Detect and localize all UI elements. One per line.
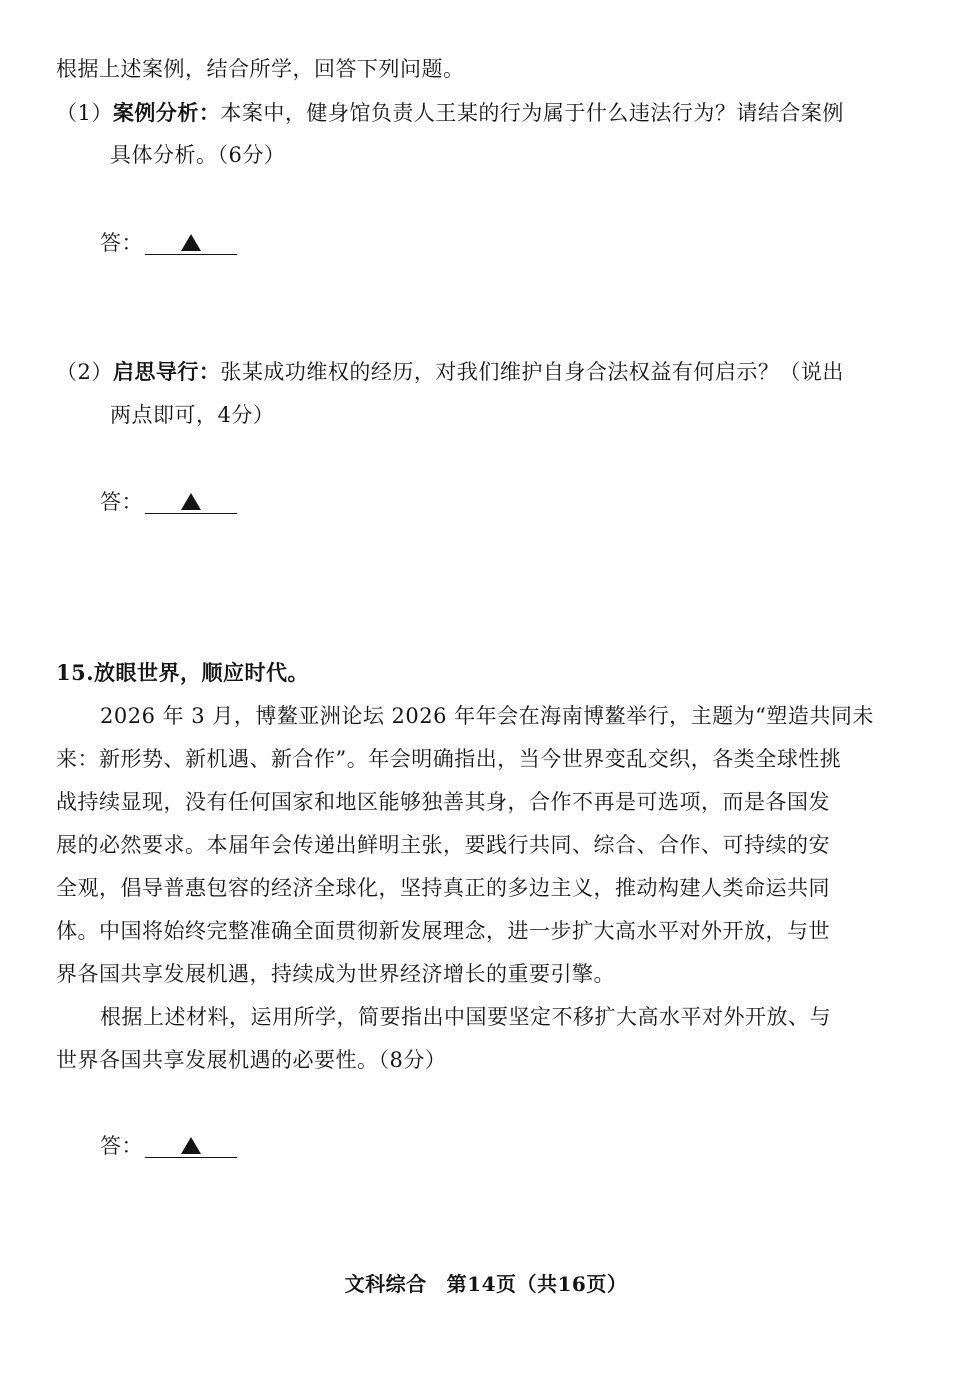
answer-label: 答： [100, 490, 143, 514]
question-1-text-cont: 具体分析。（6分） [110, 143, 286, 167]
intro-text: 根据上述案例，结合所学，回答下列问题。 [56, 57, 465, 81]
answer-blank[interactable] [145, 1135, 237, 1158]
question-2 [56, 357, 916, 387]
question-1-tag: 案例分析： [112, 100, 221, 125]
answer-2[interactable] [100, 487, 960, 517]
question-2-tag: 启思导行： [112, 359, 221, 384]
question-1-number: （1） [56, 101, 113, 125]
footer-page-number: 第14页（共16页） [446, 1272, 628, 1296]
question-2-text-cont: 两点即可，4分） [110, 403, 275, 427]
answer-blank[interactable] [145, 232, 237, 255]
question-1-text: 本案中，健身馆负责人王某的行为属于什么违法行为？请结合案例 [220, 101, 844, 125]
footer-subject: 文科综合 [344, 1272, 427, 1296]
question-2-number: （2） [56, 360, 113, 384]
question-15-title: 15.放眼世界，顺应时代。 [56, 660, 310, 685]
question-15-text-cont: 世界各国共享发展机遇的必要性。（8分） [56, 1048, 447, 1072]
triangle-icon [181, 234, 201, 251]
material-line: 展的必然要求。本届年会传递出鲜明主张，要践行共同、综合、合作、可持续的安 [56, 833, 830, 857]
answer-label: 答： [100, 1134, 143, 1158]
question-1 [56, 98, 916, 128]
page-footer [0, 1268, 972, 1297]
answer-1[interactable] [100, 228, 960, 258]
answer-blank[interactable] [145, 491, 237, 514]
answer-15[interactable] [100, 1131, 960, 1161]
material-line: 战持续显现，没有任何国家和地区能够独善其身，合作不再是可选项，而是各国发 [56, 790, 830, 814]
material-line: 来：新形势、新机遇、新合作”。年会明确指出，当今世界变乱交织，各类全球性挑 [56, 747, 842, 771]
triangle-icon [181, 1137, 201, 1154]
material-line: 全观，倡导普惠包容的经济全球化，坚持真正的多边主义，推动构建人类命运共同 [56, 876, 830, 900]
answer-label: 答： [100, 231, 143, 255]
material-line: 界各国共享发展机遇，持续成为世界经济增长的重要引擎。 [56, 962, 615, 986]
triangle-icon [181, 493, 201, 510]
question-15-text: 根据上述材料，运用所学，简要指出中国要坚定不移扩大高水平对外开放、与 [100, 1005, 831, 1029]
question-2-text: 张某成功维权的经历，对我们维护自身合法权益有何启示？（说出 [220, 360, 844, 384]
material-line: 体。中国将始终完整准确全面贯彻新发展理念，进一步扩大高水平对外开放，与世 [56, 919, 830, 943]
material-line: 2026 年 3 月，博鳌亚洲论坛 2026 年年会在海南博鳌举行，主题为“塑造共同未 [100, 704, 874, 728]
